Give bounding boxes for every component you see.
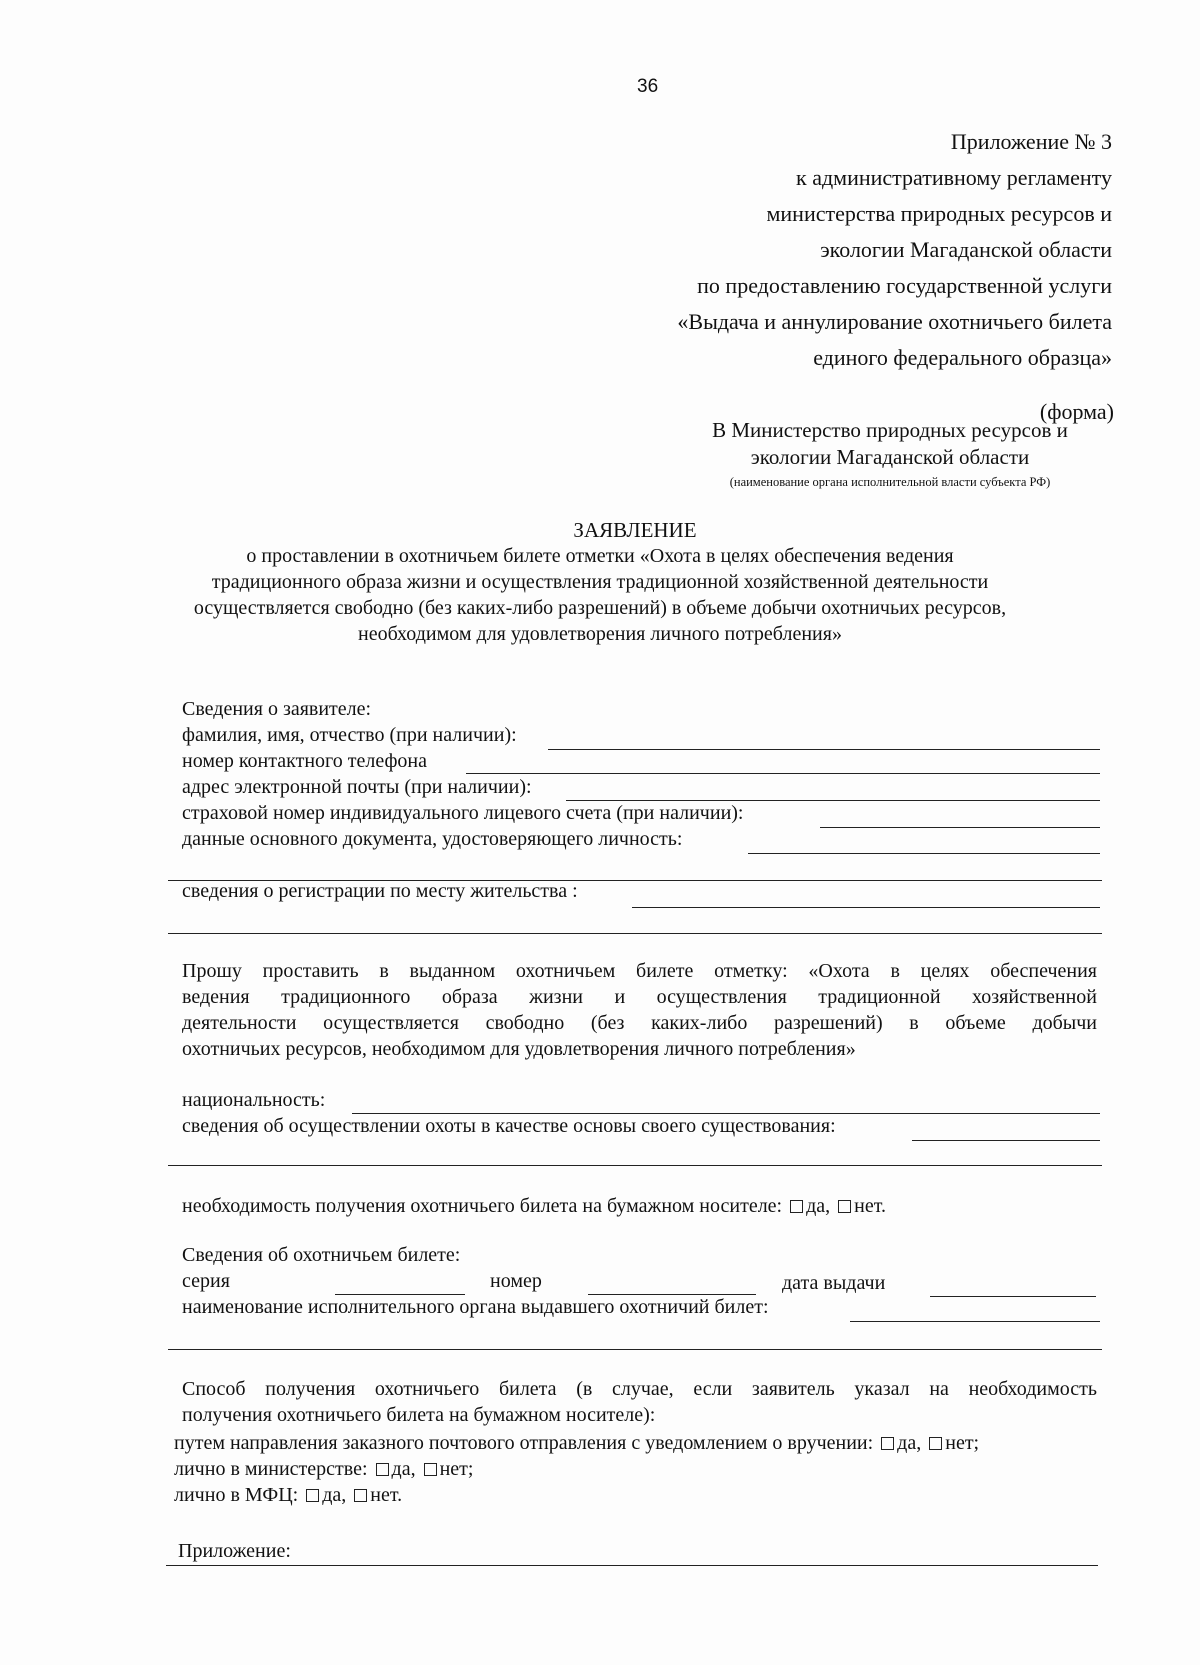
delivery-mail-yes-checkbox[interactable] <box>881 1437 894 1450</box>
delivery-ministry-no-checkbox[interactable] <box>424 1463 437 1476</box>
title-line-2: традиционного образа жизни и осуществления традиционной хозяйственной деятельности <box>211 571 989 593</box>
hunting-basis-label: сведения об осуществлении охоты в качестве основы своего существования: <box>182 1115 836 1137</box>
phone-field[interactable] <box>466 773 1100 774</box>
nationality-label: национальность: <box>182 1089 326 1111</box>
delivery-mfc-no-checkbox[interactable] <box>354 1489 367 1502</box>
ticket-issuer-label: наименование исполнительного органа выдавшего охотничий билет: <box>182 1296 769 1318</box>
form-label: (форма) <box>1039 399 1114 424</box>
delivery-mfc-yes-checkbox[interactable] <box>306 1489 319 1502</box>
addressee-caption: (наименование органа исполнительной власти субъекта РФ) <box>729 475 1051 489</box>
ticket-number-field[interactable] <box>588 1294 756 1295</box>
title-line-3: осуществляется свободно (без каких-либо разрешений) в объеме добычи охотничьих ресурсов, <box>193 597 1007 619</box>
attachment-field[interactable] <box>166 1565 1098 1566</box>
ticket-number-label: номер <box>490 1270 542 1292</box>
registration-field[interactable] <box>632 907 1100 908</box>
request-line-2: ведения традиционного образа жизни и осуществления традиционной хозяйственной <box>182 986 1097 1008</box>
request-line-4: охотничьих ресурсов, необходимом для удовлетворения личного потребления» <box>182 1038 856 1060</box>
ticket-issue-date-label: дата выдачи <box>782 1272 886 1294</box>
hunting-basis-field[interactable] <box>912 1140 1100 1141</box>
applicant-heading: Сведения о заявителе: <box>182 698 372 720</box>
title-line-4: необходимом для удовлетворения личного потребления» <box>358 623 842 645</box>
appendix-line-1: Приложение № 3 <box>950 129 1112 154</box>
nationality-field[interactable] <box>352 1113 1100 1114</box>
appendix-line-7: единого федерального образца» <box>813 345 1112 370</box>
delivery-ministry-row <box>174 1458 473 1481</box>
delivery-ministry-yes-checkbox[interactable] <box>376 1463 389 1476</box>
ticket-issuer-field-line-2[interactable] <box>168 1349 1102 1350</box>
title-line-1: о проставлении в охотничьем билете отметки «Охота в целях обеспечения ведения <box>246 545 954 567</box>
request-line-3: деятельности осуществляется свободно (без каких-либо разрешений) в объеме добычи <box>182 1012 1097 1034</box>
appendix-line-3: министерства природных ресурсов и <box>766 201 1112 226</box>
delivery-mfc-no-label: нет. <box>370 1484 403 1506</box>
addressee-line-1: В Министерство природных ресурсов и <box>712 418 1068 442</box>
delivery-line-1: Способ получения охотничьего билета (в случае, если заявитель указал на необходимость <box>182 1378 1097 1400</box>
ticket-series-label: серия <box>182 1270 230 1292</box>
delivery-mfc-row <box>174 1484 402 1507</box>
delivery-ministry-label: лично в министерстве: <box>174 1458 368 1480</box>
ticket-series-field[interactable] <box>335 1294 465 1295</box>
registration-label: сведения о регистрации по месту жительства : <box>182 880 578 902</box>
appendix-line-5: по предоставлению государственной услуги <box>697 273 1112 298</box>
appendix-line-2: к административному регламенту <box>796 165 1112 190</box>
delivery-mfc-yes-label: да, <box>322 1484 347 1506</box>
delivery-mail-no-checkbox[interactable] <box>929 1437 942 1450</box>
paper-no-label: нет. <box>854 1195 886 1217</box>
paper-medium-row <box>182 1195 886 1218</box>
email-label: адрес электронной почты (при наличии): <box>182 776 532 798</box>
phone-label: номер контактного телефона <box>182 750 427 772</box>
hunting-basis-field-line-2[interactable] <box>168 1165 1102 1166</box>
paper-yes-checkbox[interactable] <box>790 1200 803 1213</box>
delivery-mfc-label: лично в МФЦ: <box>174 1484 299 1506</box>
ticket-issuer-field[interactable] <box>850 1321 1100 1322</box>
document-title: ЗАЯВЛЕНИЕ <box>573 518 697 542</box>
delivery-ministry-yes-label: да, <box>391 1458 416 1480</box>
registration-field-line-2[interactable] <box>168 933 1102 934</box>
request-line-1: Прошу проставить в выданном охотничьем билете отметку: «Охота в целях обеспечения <box>182 960 1097 982</box>
identity-document-field[interactable] <box>748 853 1100 854</box>
fio-field[interactable] <box>548 749 1100 750</box>
snils-field[interactable] <box>820 827 1100 828</box>
delivery-mail-row <box>174 1432 979 1455</box>
delivery-mail-label: путем направления заказного почтового отправления с уведомлением о вручении: <box>174 1432 874 1454</box>
snils-label: страховой номер индивидуального лицевого счета (при наличии): <box>182 802 744 824</box>
paper-no-checkbox[interactable] <box>838 1200 851 1213</box>
addressee-line-2: экологии Магаданской области <box>750 445 1030 469</box>
delivery-mail-yes-label: да, <box>897 1432 922 1454</box>
paper-yes-label: да, <box>806 1195 831 1217</box>
appendix-line-4: экологии Магаданской области <box>820 237 1112 262</box>
delivery-mail-no-label: нет; <box>945 1432 980 1454</box>
fio-label: фамилия, имя, отчество (при наличии): <box>182 724 517 746</box>
identity-document-label: данные основного документа, удостоверяющего личность: <box>182 828 683 850</box>
ticket-heading: Сведения об охотничьем билете: <box>182 1244 461 1266</box>
paper-medium-label: необходимость получения охотничьего билета на бумажном носителе: <box>182 1195 783 1217</box>
ticket-issue-date-field[interactable] <box>930 1296 1096 1297</box>
attachment-label: Приложение: <box>178 1540 291 1562</box>
delivery-line-2: получения охотничьего билета на бумажном носителе): <box>182 1404 656 1426</box>
appendix-line-6: «Выдача и аннулирование охотничьего билета <box>677 309 1112 334</box>
delivery-ministry-no-label: нет; <box>439 1458 474 1480</box>
email-field[interactable] <box>566 800 1100 801</box>
page-number: 36 <box>637 76 659 97</box>
